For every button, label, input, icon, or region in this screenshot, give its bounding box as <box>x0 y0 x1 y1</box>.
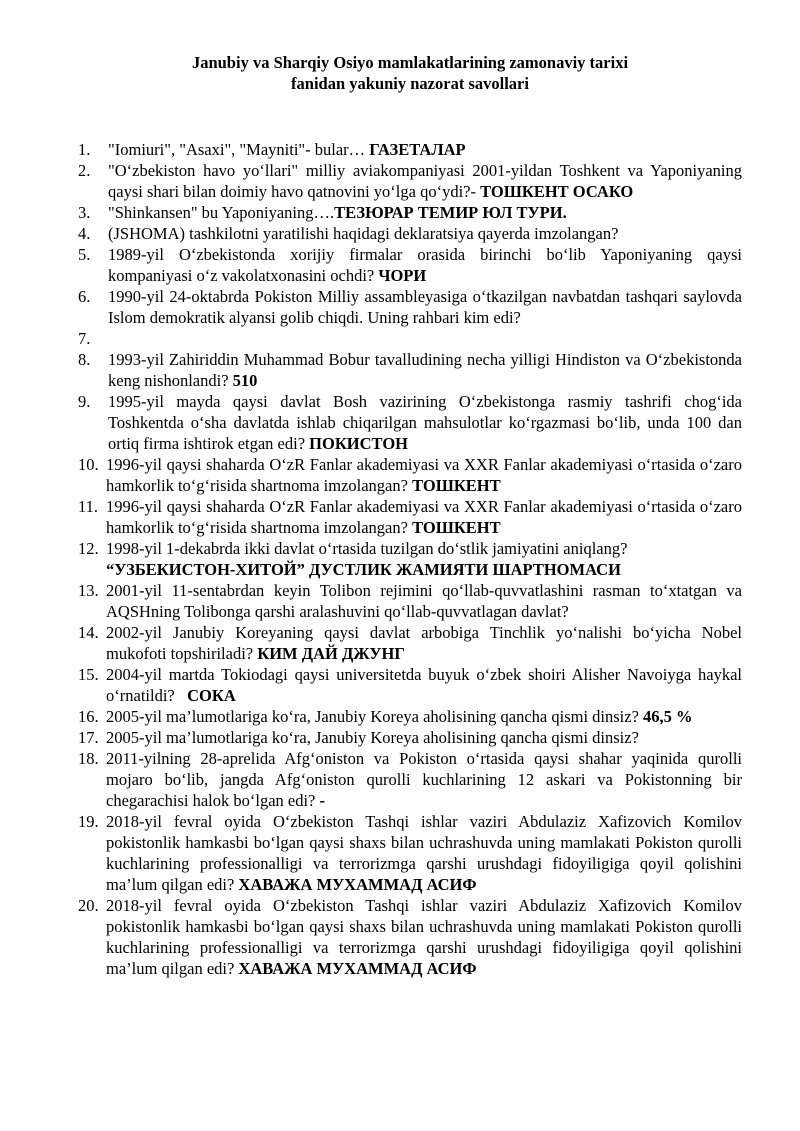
question-number: 13. <box>78 581 99 600</box>
question-body <box>106 622 742 664</box>
question-number: 4. <box>78 224 91 243</box>
answer-text: СОКА <box>187 686 236 705</box>
answer-text: - <box>319 791 325 810</box>
question-number: 19. <box>78 812 99 831</box>
question-item <box>78 895 742 979</box>
question-body <box>106 664 742 706</box>
question-number: 18. <box>78 749 99 768</box>
question-number: 9. <box>78 392 91 411</box>
question-item <box>78 664 742 706</box>
question-body <box>108 139 742 160</box>
question-item <box>78 286 742 328</box>
question-text: 1996-yil qaysi shaharda O‘zR Fanlar akademiyasi va XXR Fanlar akademiyasi o‘rtasida o‘zaro hamkorlik to‘g‘risida shartnoma imzolangan? <box>106 455 742 495</box>
answer-text: ТОШКЕНТ <box>412 476 501 495</box>
answer-text: ЧОРИ <box>378 266 427 285</box>
question-number: 17. <box>78 728 99 747</box>
question-number: 10. <box>78 455 99 474</box>
question-item <box>78 139 742 160</box>
question-text: 2002-yil Janubiy Koreyaning qaysi davlat arbobiga Tinchlik yo‘nalishi bo‘yicha Nobel mukofoti topshiriladi? <box>106 623 742 663</box>
question-body <box>106 811 742 895</box>
question-item <box>78 496 742 538</box>
answer-text: ТОШКЕНТ <box>412 518 501 537</box>
question-item <box>78 538 742 580</box>
answer-text: ГАЗЕТАЛАР <box>369 140 466 159</box>
question-text: 1990-yil 24-oktabrda Pokiston Milliy assambleyasiga o‘tkazilgan navbatdan tashqari saylovda Islom demokratik alyansi golib chiqdi. Uning rahbari kim edi? <box>108 287 742 327</box>
question-text: 2005-yil ma’lumotlariga ko‘ra, Janubiy Koreya aholisining qancha qismi dinsiz? <box>106 728 639 747</box>
question-body <box>106 727 742 748</box>
question-number: 11. <box>78 497 99 516</box>
question-text: 1995-yil mayda qaysi davlat Bosh vazirining O‘zbekistonga rasmiy tashrifi chog‘ida Toshkentda o‘sha davlatda ishlab chiqarilgan mahsulotlar ko‘rgazmasi bo‘lib, unda 100 dan ortiq firma ishtirok etgan edi? <box>108 392 742 453</box>
question-number: 14. <box>78 623 99 642</box>
question-text: "Shinkansen" bu Yaponiyaning…. <box>108 203 335 222</box>
question-item <box>78 160 742 202</box>
question-body <box>106 895 742 979</box>
question-text: "O‘zbekiston havo yo‘llari" milliy aviakompaniyasi 2001-yildan Toshkent va Yaponiyaning qaysi shari bilan doimiy havo qatnovini yo‘lga qo‘ydi?- <box>108 161 742 201</box>
question-text: 2005-yil ma’lumotlariga ko‘ra, Janubiy Koreya aholisining qancha qismi dinsiz? <box>106 707 639 726</box>
question-text: 1996-yil qaysi shaharda O‘zR Fanlar akademiyasi va XXR Fanlar akademiyasi o‘rtasida o‘zaro hamkorlik to‘g‘risida shartnoma imzolangan? <box>106 497 742 537</box>
question-text: "Iomiuri", "Asaxi", "Mayniti"- bular… <box>108 140 366 159</box>
answer-separator <box>175 686 187 705</box>
question-number: 15. <box>78 665 99 684</box>
question-text: 2018-yil fevral oyida O‘zbekiston Tashqi ishlar vaziri Abdulaziz Xafizovich Komilov pokistonlik hamkasbi bo‘lgan qaysi shaxs bilan uchrashuvda uning mamlakati Pokiston qurolli kuchlarining professionalligi va terrorizmga qarshi urushdagi fidoyiligiga qoyil qolishini ma’lum qilgan edi? <box>106 812 742 894</box>
question-number: 1. <box>78 140 91 159</box>
answer-text: ХАВАЖА МУХАММАД АСИФ <box>238 959 477 978</box>
question-text: 1998-yil 1-dekabrda ikki davlat o‘rtasida tuzilgan do‘stlik jamiyatini aniqlang? <box>106 539 628 558</box>
question-body <box>106 748 742 811</box>
question-item <box>78 727 742 748</box>
answer-text: ТЕЗЮРАР ТЕМИР ЮЛ ТУРИ. <box>334 203 567 222</box>
question-body <box>106 538 742 580</box>
question-body <box>106 706 742 727</box>
question-item <box>78 244 742 286</box>
title-line-2: fanidan yakuniy nazorat savollari <box>291 74 529 93</box>
question-item <box>78 391 742 454</box>
answer-text: ХАВАЖА МУХАММАД АСИФ <box>238 875 477 894</box>
question-number: 12. <box>78 539 99 558</box>
question-text: 2001-yil 11-sentabrdan keyin Tolibon rejimini qo‘llab-quvvatlashini rasman to‘xtatgan va AQSHning Tolibonga qarshi aralashuvini qo‘llab-quvvatlagan davlat? <box>106 581 742 621</box>
question-number: 3. <box>78 203 91 222</box>
question-text: 1989-yil O‘zbekistonda xorijiy firmalar orasida birinchi bo‘lib Yaponiyaning qaysi kompaniyasi o‘z vakolatxonasini ochdi? <box>108 245 742 285</box>
question-item <box>78 622 742 664</box>
question-body <box>108 244 742 286</box>
question-number: 2. <box>78 161 91 180</box>
question-body <box>108 328 742 349</box>
question-body <box>106 454 742 496</box>
question-number: 6. <box>78 287 91 306</box>
question-body <box>108 160 742 202</box>
answer-text: 46,5 % <box>643 707 693 726</box>
question-item <box>78 580 742 622</box>
question-number: 7. <box>78 329 91 348</box>
question-body <box>108 223 742 244</box>
answer-text: КИМ ДАЙ ДЖУНГ <box>257 644 405 663</box>
question-number: 16. <box>78 707 99 726</box>
answer-text: ПОКИСТОН <box>309 434 408 453</box>
question-body <box>108 286 742 328</box>
question-list <box>78 139 742 979</box>
question-item <box>78 454 742 496</box>
question-item <box>78 328 742 349</box>
question-item <box>78 811 742 895</box>
question-body <box>108 202 742 223</box>
question-number: 20. <box>78 896 99 915</box>
question-text: 1993-yil Zahiriddin Muhammad Bobur tavalludining necha yilligi Hindiston va O‘zbekistonda keng nishonlandi? <box>108 350 742 390</box>
answer-text: “УЗБЕКИСТОН-ХИТОЙ” ДУСТЛИК ЖАМИЯТИ ШАРТНОМАСИ <box>106 560 621 579</box>
question-number: 5. <box>78 245 91 264</box>
answer-text: 510 <box>232 371 258 390</box>
question-body <box>106 580 742 622</box>
document-title <box>78 52 742 94</box>
question-body <box>108 391 742 454</box>
question-body <box>108 349 742 391</box>
question-text: 2018-yil fevral oyida O‘zbekiston Tashqi ishlar vaziri Abdulaziz Xafizovich Komilov pokistonlik hamkasbi bo‘lgan qaysi shaxs bilan uchrashuvda uning mamlakati Pokiston qurolli kuchlarining professionalligi va terrorizmga qarshi urushdagi fidoyiligiga qoyil qolishini ma’lum qilgan edi? <box>106 896 742 978</box>
question-text: 2011-yilning 28-aprelida Afg‘oniston va Pokiston o‘rtasida qaysi shahar yaqinida qurolli mojaro bo‘lib, jangda Afg‘oniston qurolli kuchlarining 12 askari va Pokistonning bir chegarachisi halok bo‘lgan edi? <box>106 749 742 810</box>
question-body <box>106 496 742 538</box>
title-line-1: Janubiy va Sharqiy Osiyo mamlakatlarining zamonaviy tarixi <box>191 53 629 72</box>
answer-text: ТОШКЕНТ ОСАКО <box>480 182 634 201</box>
question-item <box>78 223 742 244</box>
question-item <box>78 748 742 811</box>
question-number: 8. <box>78 350 91 369</box>
question-text: (JSHOMA) tashkilotni yaratilishi haqidagi deklaratsiya qayerda imzolangan? <box>108 224 619 243</box>
question-item <box>78 349 742 391</box>
question-item <box>78 202 742 223</box>
question-text: 2004-yil martda Tokiodagi qaysi universitetda buyuk o‘zbek shoiri Alisher Navoiyga haykal o‘rnatildi? <box>106 665 742 705</box>
question-item <box>78 706 742 727</box>
